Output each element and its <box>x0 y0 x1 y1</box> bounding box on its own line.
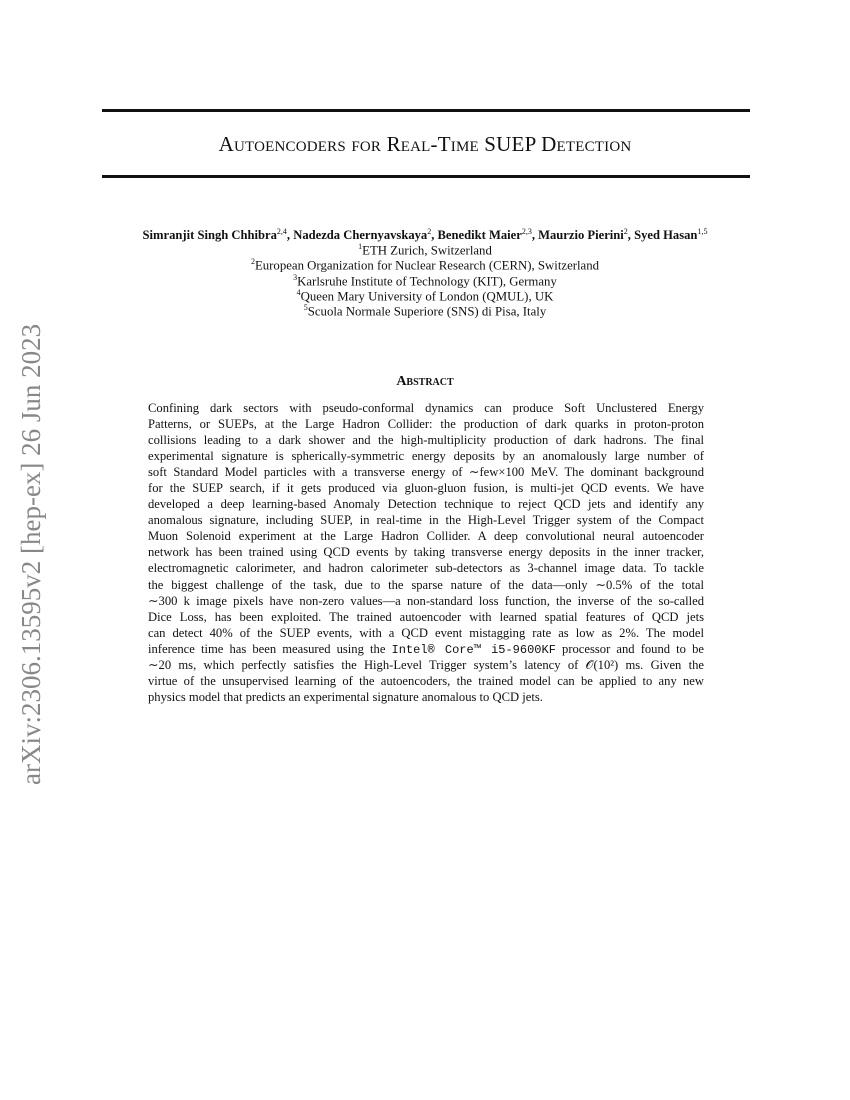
abstract-line: can detect 40% of the SUEP events, with a QCD event mistagging rate as low as 2%. The model <box>148 625 704 640</box>
affil-number: 5 <box>303 303 308 312</box>
abstract-line: network has been trained using QCD events by taking transverse energy deposits in the inner tracker, <box>148 545 704 560</box>
author-affil-sup: 2,4 <box>276 227 287 236</box>
abstract-line: Patterns, or SUEPs, at the Large Hadron Collider: the production of dark quarks in proton-proton <box>148 417 704 432</box>
abstract-line: Confining dark sectors with pseudo-conformal dynamics can produce Soft Unclustered Energy <box>148 401 704 415</box>
text: processor and found to be <box>562 641 704 656</box>
author-affil-sup: 2 <box>623 227 628 236</box>
abstract-line: for the SUEP search, if it gets produced via gluon-gluon fusion, is multi-jet QCD events. We have <box>148 481 704 496</box>
top-rule <box>102 109 750 112</box>
author-name: Syed Hasan <box>634 228 698 243</box>
affil-text: Scuola Normale Superiore (SNS) di Pisa, Italy <box>307 304 547 319</box>
author-name: Simranjit Singh Chhibra <box>142 228 277 243</box>
author-affil-sup: 2,3 <box>521 227 532 236</box>
abstract-heading: Abstract <box>396 374 454 389</box>
abstract-line: the biggest challenge of the task, due to the sparse nature of the data—only ∼0.5% of the total <box>148 577 704 592</box>
abstract-line: Muon Solenoid experiment at the Large Hadron Collider. A deep convolutional neural autoencoder <box>148 529 704 544</box>
affiliation <box>0 288 850 304</box>
text: inference time has been measured using the <box>148 641 386 656</box>
affil-text: European Organization for Nuclear Research (CERN), Switzerland <box>254 258 600 273</box>
affil-number: 2 <box>250 257 255 266</box>
affil-text: ETH Zurich, Switzerland <box>362 243 492 258</box>
title-bottom-rule <box>102 175 750 178</box>
arxiv-stamp: arXiv:2306.13595v2 [hep-ex] 26 Jun 2023 <box>16 323 46 785</box>
affil-text: Karlsruhe Institute of Technology (KIT), Germany <box>297 274 557 289</box>
paper-title: Autoencoders for Real-Time SUEP Detection <box>218 132 632 156</box>
abstract-line: anomalous signature, including SUEP, in real-time in the High-Level Trigger system of the Compact <box>148 513 704 528</box>
abstract-line: collisions leading to a dark shower and the high-multiplicity production of dark hadrons. The final <box>148 433 704 448</box>
abstract-body <box>148 400 704 705</box>
affil-number: 3 <box>293 273 298 282</box>
affil-number: 4 <box>296 288 301 297</box>
abstract-line: electromagnetic calorimeter, and hadron calorimeter sub-detectors as 3-channel image data. To tackle <box>148 561 704 576</box>
author-name: Maurzio Pierini <box>538 228 624 243</box>
processor-name: Intel® Core™ i5-9600KF <box>391 642 556 657</box>
abstract-line: developed a deep learning-based Anomaly Detection technique to reject QCD jets and identify any <box>148 497 704 512</box>
author-list: Simranjit Singh Chhibra$^{2,4}$, Nadezda Chernyavskaya$^2$, Benedikt Maier$^{2,3}$, Maurzio Pierini$^2$, Syed Hasan$^{1,5}$ <box>142 227 708 243</box>
affil-number: 1 <box>358 242 363 251</box>
abstract-line: Dice Loss, has been exploited. The trained autoencoder with learned spatial features of QCD jets <box>148 609 704 624</box>
abstract-line: experimental signature is spherically-symmetric energy deposits by an anomalously large number of <box>148 449 704 464</box>
affiliation <box>0 273 850 289</box>
author-name: Benedikt Maier <box>437 228 522 243</box>
affiliation <box>0 257 850 273</box>
abstract-line: virtue of the unsupervised learning of the autoencoders, the trained model can be applied to any new <box>148 673 704 688</box>
affil-text: Queen Mary University of London (QMUL), UK <box>300 289 554 304</box>
author-affil-sup: 1,5 <box>697 227 708 236</box>
abstract-line: soft Standard Model particles with a transverse energy of ∼few×100 MeV. The dominant background <box>148 465 704 480</box>
abstract-line <box>148 641 704 657</box>
affiliation <box>0 303 850 319</box>
abstract-line: physics model that predicts an experimental signature anomalous to QCD jets. <box>148 689 543 704</box>
author-affil-sup: 2 <box>427 227 432 236</box>
affiliation <box>0 242 850 258</box>
abstract-line: ∼20 ms, which perfectly satisfies the High-Level Trigger system’s latency of 𝒪(10²) ms. Given the <box>148 657 704 672</box>
author-name: Nadezda Chernyavskaya <box>293 228 428 243</box>
abstract-line: ∼300 k image pixels have non-zero values—a non-standard loss function, the inverse of the so-called <box>148 593 704 608</box>
